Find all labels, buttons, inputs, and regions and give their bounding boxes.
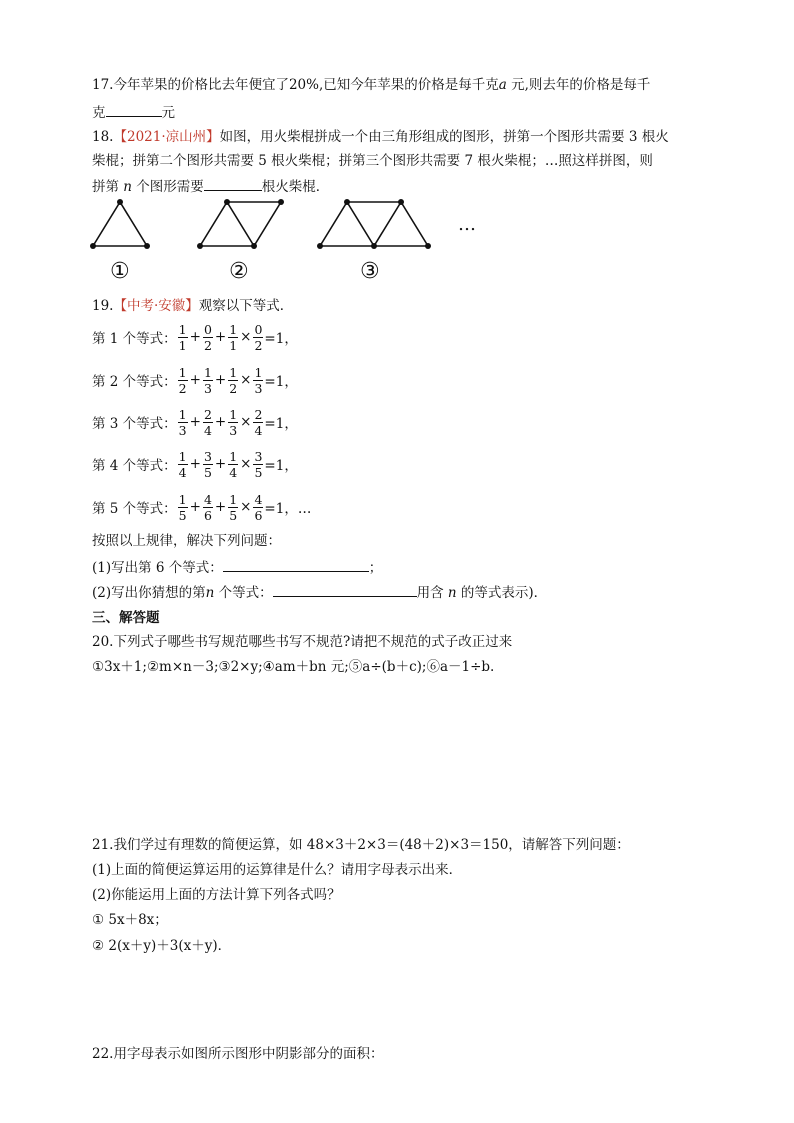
q18-number: 18. [92, 129, 114, 145]
q19-part2-blank[interactable] [273, 582, 417, 597]
section-heading: 三、解答题 [92, 610, 160, 626]
q17-var-a: a [498, 77, 507, 93]
fraction: $\frac{1}{4}$ [229, 448, 238, 480]
q22-title: 22.用字母表示如图所示图形中阴影部分的面积： [92, 1046, 384, 1062]
equation-label: 第 5 个等式： [92, 501, 177, 517]
q18-matchstick-figure [0, 0, 794, 300]
q18-text-3a: 拼第 [92, 179, 124, 195]
q19-part2-text-a: (2)写出你猜想的第 [92, 585, 206, 601]
fraction: $\frac{0}{2}$ [254, 321, 263, 353]
figure-2-triangles [200, 202, 281, 246]
q19-rule: 按照以上规律，解决下列问题： [92, 533, 281, 549]
fraction: $\frac{2}{4}$ [203, 406, 212, 438]
fraction: $\frac{4}{6}$ [254, 491, 263, 523]
q17-text-c: 克 [92, 105, 106, 121]
fraction: $\frac{1}{5}$ [229, 491, 238, 523]
equation-tail: =1， [264, 416, 298, 432]
q21-title: 21.我们学过有理数的简便运算，如 48×3＋2×3＝(48＋2)×3＝150，请解答下列问题： [92, 837, 630, 853]
equation-tail: =1， [264, 331, 298, 347]
fraction: $\frac{1}{3}$ [178, 406, 187, 438]
q20-items: ①3x＋1;②m×n－3;③2×y;④am＋bn 元;⑤a÷(b＋c);⑥a－1÷b. [92, 659, 495, 675]
q19-intro: 观察以下等式． [198, 298, 294, 314]
q19-heading [92, 297, 293, 315]
fraction: $\frac{4}{6}$ [203, 491, 212, 523]
q17-text-a: 17.今年苹果的价格比去年便宜了20%,已知今年苹果的价格是每千克 [92, 77, 499, 93]
fraction: $\frac{2}{4}$ [254, 406, 263, 438]
equation-label: 第 4 个等式： [92, 458, 177, 474]
q17-text-b: 元,则去年的价格是每千 [506, 77, 651, 93]
q19-part2-text-c: 用含 [416, 585, 448, 601]
q19-equation-5: 第 5 个等式： $\frac{1}{5}$ + $\frac{4}{6}$ + $\frac{1}{5}$ × $\frac{4}{6}$ =1，… [92, 491, 312, 523]
q18-var-n: n [123, 179, 132, 195]
equation-tail: =1， [264, 458, 298, 474]
q21-part2: (2)你能运用上面的方法计算下列各式吗？ [92, 887, 341, 903]
fraction: $\frac{1}{2}$ [178, 364, 187, 396]
equation-tail: =1，… [264, 501, 312, 517]
q18-text-1: 如图，用火柴棍拼成一个由三角形组成的图形，拼第一个图形共需要 3 根火 [219, 129, 669, 145]
q18-label-2: ② [229, 259, 249, 284]
figure-1-triangle [93, 202, 147, 246]
q19-part2 [92, 582, 547, 602]
q21-item2: ② 2(x＋y)＋3(x＋y)． [92, 938, 232, 954]
q19-part2-text-b: 个等式： [214, 585, 273, 601]
q18-source-tag: 【2021·凉山州】 [113, 129, 220, 145]
q21-part1: (1)上面的简便运算运用的运算律是什么？请用字母表示出来． [92, 862, 463, 878]
equation-label: 第 3 个等式： [92, 416, 177, 432]
q21-item1: ① 5x＋8x； [92, 912, 168, 928]
q18-label-3: ③ [360, 259, 380, 284]
q18-label-1: ① [110, 259, 130, 284]
equation-tail: =1， [264, 374, 298, 390]
equation-label: 第 2 个等式： [92, 374, 177, 390]
fraction: $\frac{1}{1}$ [178, 321, 187, 353]
q18-ellipsis: … [458, 214, 477, 235]
q20-title: 20.下列式子哪些书写规范哪些书写不规范?请把不规范的式子改正过来 [92, 634, 513, 650]
q17-text-d: 元 [161, 105, 175, 121]
fraction: $\frac{0}{2}$ [203, 321, 212, 353]
q19-source-tag: 【中考·安徽】 [113, 298, 199, 314]
fraction: $\frac{3}{5}$ [254, 448, 263, 480]
fraction: $\frac{3}{5}$ [203, 448, 212, 480]
q19-equation-3: 第 3 个等式： $\frac{1}{3}$ + $\frac{2}{4}$ + $\frac{1}{3}$ × $\frac{2}{4}$ =1， [92, 406, 298, 438]
q19-number: 19. [92, 298, 114, 314]
fraction: $\frac{1}{3}$ [254, 364, 263, 396]
q19-equation-4: 第 4 个等式： $\frac{1}{4}$ + $\frac{3}{5}$ + $\frac{1}{4}$ × $\frac{3}{5}$ =1， [92, 448, 298, 480]
fraction: $\frac{1}{4}$ [178, 448, 187, 480]
q19-equation-2: 第 2 个等式： $\frac{1}{2}$ + $\frac{1}{3}$ + $\frac{1}{2}$ × $\frac{1}{3}$ =1， [92, 364, 298, 396]
fraction: $\frac{1}{5}$ [178, 491, 187, 523]
fraction: $\frac{1}{3}$ [203, 364, 212, 396]
q19-part2-text-d: 的等式表示)． [456, 585, 548, 601]
q18-text-3c: 根火柴棍． [261, 179, 330, 195]
q18-text-2: 柴棍；拼第二个图形共需要 5 根火柴棍；拼第三个图形共需要 7 根火柴棍；…照这样拼图，则 [92, 153, 653, 169]
q19-part1-text: (1)写出第 6 个等式： [92, 560, 223, 576]
equation-label: 第 1 个等式： [92, 331, 177, 347]
fraction: $\frac{1}{3}$ [229, 406, 238, 438]
fraction: $\frac{1}{1}$ [229, 321, 238, 353]
figure-3-triangles [320, 202, 428, 246]
q19-equation-1: 第 1 个等式： $\frac{1}{1}$ + $\frac{0}{2}$ + $\frac{1}{1}$ × $\frac{0}{2}$ =1， [92, 321, 298, 353]
q19-part1 [92, 557, 382, 577]
q18-text-3b: 个图形需要 [132, 179, 204, 195]
q19-var-n2: n [447, 585, 457, 601]
q19-var-n: n [205, 585, 215, 601]
fraction: $\frac{1}{2}$ [229, 364, 238, 396]
q19-part1-blank[interactable] [223, 557, 369, 572]
q19-part1-end: ； [368, 560, 383, 576]
